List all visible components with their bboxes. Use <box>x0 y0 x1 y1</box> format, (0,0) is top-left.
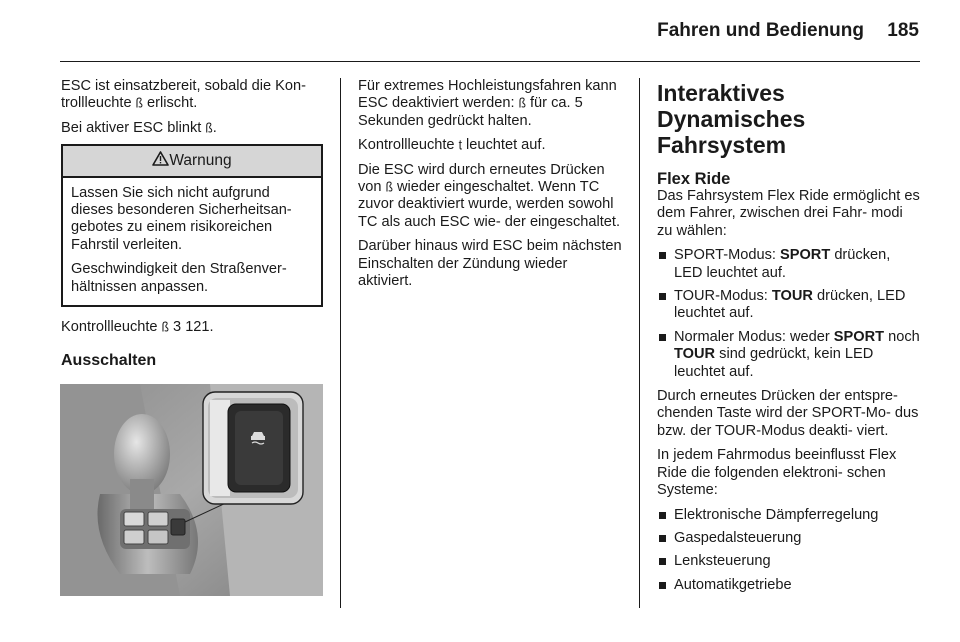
list-item: Elektronische Dämpferregelung <box>657 507 922 524</box>
warning-body <box>63 178 321 305</box>
esc-button-photo <box>60 384 323 596</box>
paragraph: Durch erneutes Drücken der entspre- chenden Taste wird der SPORT-Mo- dus bzw. der TOUR-Modus deakti- viert. <box>657 388 919 439</box>
paragraph: In jedem Fahrmodus beeinflusst Flex Ride die folgenden elektroni- schen Systeme: <box>657 447 897 499</box>
list-item: Automatikgetriebe <box>657 577 922 594</box>
page-header <box>0 0 960 62</box>
warning-box <box>61 144 323 307</box>
mode-list <box>657 247 922 381</box>
column-divider <box>340 78 341 608</box>
esc-skid-car-icon: ß <box>385 178 393 195</box>
esc-skid-car-icon: ß <box>205 119 213 136</box>
list-item: SPORT-Modus: SPORT drücken, LED leuchtet auf. <box>657 247 922 282</box>
header-divider <box>60 61 920 62</box>
systems-list <box>657 507 922 595</box>
list-item: Gaspedalsteuerung <box>657 530 922 547</box>
column-1 <box>61 78 323 380</box>
cross-reference: Kontrollleuchte ß 3 121. <box>61 319 323 336</box>
section-heading: Interaktives Dynamisches Fahrsystem <box>657 80 806 158</box>
column-3 <box>657 78 922 601</box>
chapter-title: Fahren und Bedienung <box>657 20 864 41</box>
list-item: Lenksteuerung <box>657 553 922 570</box>
paragraph: Darüber hinaus wird ESC beim nächsten Einschalten der Zündung wieder aktiviert. <box>358 238 622 290</box>
list-item: TOUR-Modus: TOUR drücken, LED leuchtet auf. <box>657 288 922 323</box>
paragraph: Kontrollleuchte t leuchtet auf. <box>358 137 622 154</box>
esc-skid-car-icon: ß <box>518 95 526 112</box>
warning-text: Lassen Sie sich nicht aufgrund dieses besonderen Sicherheitsan- gebotes zu einem risikoreichen Fahrstil verleiten. <box>71 184 292 253</box>
page-number: 185 <box>887 20 919 41</box>
page-reference-arrow-icon: 3 <box>173 319 182 336</box>
section-subheading: Ausschalten <box>61 352 157 370</box>
warning-title: Warnung <box>169 152 232 170</box>
warning-header <box>63 146 321 177</box>
zoom-callout <box>203 392 303 504</box>
subsection-heading: Flex Ride <box>657 170 731 188</box>
console-illustration <box>60 384 323 596</box>
paragraph: Für extremes Hochleistungsfahren kann ESC deaktiviert werden: ß für ca. 5 Sekunden gedrückt halten. <box>358 78 617 129</box>
traction-control-icon: t <box>458 137 462 154</box>
paragraph: Die ESC wird durch erneutes Drücken von ß wieder eingeschaltet. Wenn TC zuvor deaktiviert wurde, werden sowohl TC als auch ESC wie- der eingeschaltet. <box>358 161 620 230</box>
paragraph: Bei aktiver ESC blinkt ß. <box>61 120 323 137</box>
warning-triangle-icon <box>152 151 169 166</box>
paragraph: ESC ist einsatzbereit, sobald die Kon- trollleuchte ß erlischt. <box>61 78 323 113</box>
esc-skid-car-icon: ß <box>161 318 169 336</box>
esc-skid-car-icon: ß <box>135 95 143 112</box>
list-item: Normaler Modus: weder SPORT noch TOUR sind gedrückt, kein LED leuchtet auf. <box>657 329 922 381</box>
paragraph: Das Fahrsystem Flex Ride ermöglicht es dem Fahrer, zwischen drei Fahr- modi zu wählen: <box>657 188 920 239</box>
warning-text: Geschwindigkeit den Straßenver- hältnissen anpassen. <box>71 261 287 295</box>
column-2 <box>358 78 622 297</box>
column-divider <box>639 78 640 608</box>
